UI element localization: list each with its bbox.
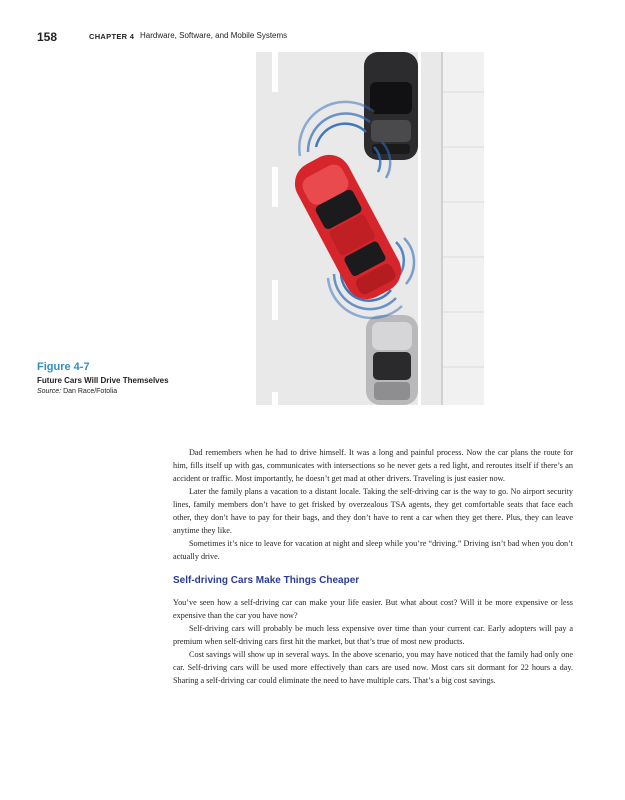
self-driving-car-illustration <box>256 52 484 405</box>
curb-line <box>418 52 421 405</box>
paragraph: Later the family plans a vacation to a distant locale. Taking the self-driving car is the way to go. No airport security lines, family members don’t have to get frisked by overzealous TSA agents, they get comfortable seats that face each other, they don’t have to pay for their bags, and they don’t have to rent a car when they get there. Plus, they can leave anytime they like. <box>173 487 573 535</box>
figure-source <box>37 387 177 396</box>
page-number: 158 <box>37 30 58 44</box>
figure-title: Future Cars Will Drive Themselves <box>37 376 169 385</box>
paragraph: Sometimes it’s nice to leave for vacation at night and sleep while you’re “driving.” Driving isn’t bad when you don’t actually drive. <box>173 539 573 561</box>
chapter-title: Hardware, Software, and Mobile Systems <box>140 31 288 40</box>
sidewalk <box>441 52 484 405</box>
paragraph: Self-driving cars will probably be much less expensive over time than your current car. Early adopters will pay a premium when self-driving cars first hit the market, but that’s true of most new products. <box>173 624 573 646</box>
parked-silver-car <box>366 315 418 405</box>
figure-caption <box>37 361 177 396</box>
paragraph: Dad remembers when he had to drive himself. It was a long and painful process. Now the car plans the route for him, fills itself up with gas, communicates with intersections so he never gets a red light, and reroutes itself if there’s an accident or traffic. Most importantly, he doesn’t get mad at other drivers. Traveling is just easier now. <box>173 448 573 483</box>
parked-black-car <box>364 52 418 160</box>
paragraph: You’ve seen how a self-driving car can make your life easier. But what about cost? Will it be more expensive or less expensive than the car you have now? <box>173 598 573 620</box>
body-text <box>173 446 573 687</box>
running-header <box>37 30 597 44</box>
paragraph: Cost savings will show up in several ways. In the above scenario, you may have noticed that the family had only one car. Self-driving cars will be used more effectively than cars are used now. Most cars sit dormant for 22 hours a day. Sharing a self-driving car could eliminate the need to have multiple cars. That’s a big cost savings. <box>173 650 573 685</box>
chapter-label: CHAPTER 4 <box>89 32 135 41</box>
figure-source-prefix: Source: <box>37 388 62 395</box>
section-heading: Self-driving Cars Make Things Cheaper <box>173 575 360 586</box>
figure-label: Figure 4-7 <box>37 361 90 373</box>
figure-source-text: Dan Race/Fotolia <box>63 388 118 395</box>
